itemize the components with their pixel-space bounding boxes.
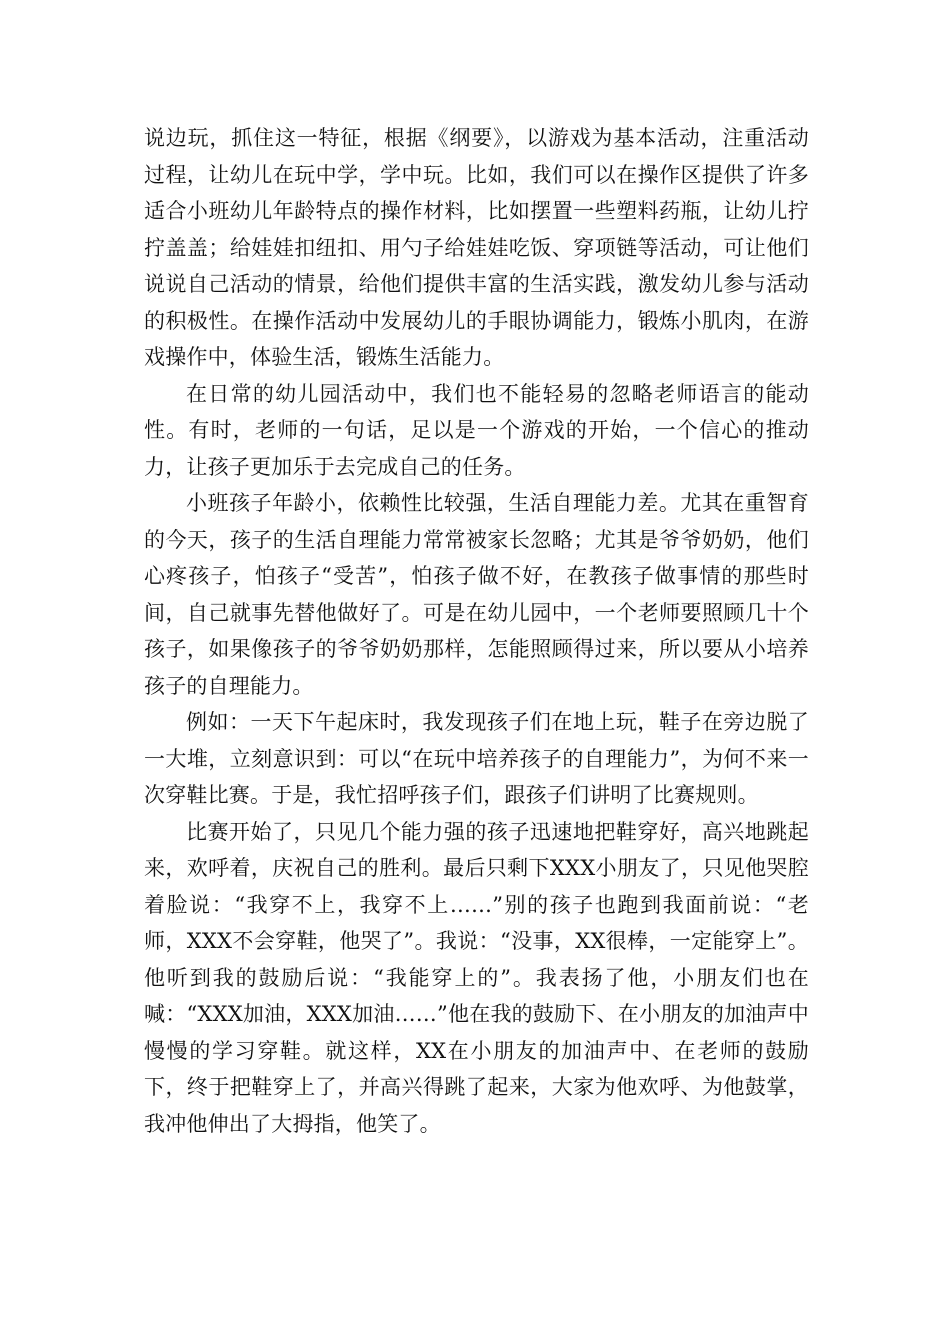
document-page xyxy=(144,120,809,1142)
paragraph-competition: 比赛开始了，只见几个能力强的孩子迅速地把鞋穿好，高兴地跳起来，欢呼着，庆祝自己的胜利。最后只剩下XXX小朋友了，只见他哭腔着脸说：“我穿不上，我穿不上……”别的孩子也跑到我面前说：“老师，XXX不会穿鞋，他哭了”。我说：“没事，XX很棒，一定能穿上”。他听到我的鼓励后说：“我能穿上的”。我表扬了他，小朋友们也在喊：“XXX加油，XXX加油……”他在我的鼓励下、在小朋友的加油声中慢慢的学习穿鞋。就这样，XX在小朋友的加油声中、在老师的鼓励下，终于把鞋穿上了，并高兴得跳了起来，大家为他欢呼、为他鼓掌，我冲他伸出了大拇指，他笑了。 xyxy=(144,819,809,1136)
paragraph-teacher-language: 在日常的幼儿园活动中，我们也不能轻易的忽略老师语言的能动性。有时，老师的一句话，足以是一个游戏的开始，一个信心的推动力，让孩子更加乐于去完成自己的任务。 xyxy=(144,381,809,479)
paragraph-self-care-ability: 小班孩子年龄小，依赖性比较强，生活自理能力差。尤其在重智育的今天，孩子的生活自理能力常常被家长忽略；尤其是爷爷奶奶，他们心疼孩子，怕孩子“受苦”，怕孩子做不好，在教孩子做事情的那些时间，自己就事先替他做好了。可是在幼儿园中，一个老师要照顾几十个孩子，如果像孩子的爷爷奶奶那样，怎能照顾得过来，所以要从小培养孩子的自理能力。 xyxy=(144,491,809,698)
paragraph-example: 例如：一天下午起床时，我发现孩子们在地上玩，鞋子在旁边脱了一大堆，立刻意识到：可以“在玩中培养孩子的自理能力”，为何不来一次穿鞋比赛。于是，我忙招呼孩子们，跟孩子们讲明了比赛规则。 xyxy=(144,710,809,807)
paragraph-continuation: 说边玩，抓住这一特征，根据《纲要》，以游戏为基本活动，注重活动过程，让幼儿在玩中学，学中玩。比如，我们可以在操作区提供了许多适合小班幼儿年龄特点的操作材料，比如摆置一些塑料药瓶，让幼儿拧拧盖盖；给娃娃扣纽扣、用勺子给娃娃吃饭、穿项链等活动，可让他们说说自己活动的情景，给他们提供丰富的生活实践，激发幼儿参与活动的积极性。在操作活动中发展幼儿的手眼协调能力，锻炼小肌肉，在游戏操作中，体验生活，锻炼生活能力。 xyxy=(144,126,809,369)
